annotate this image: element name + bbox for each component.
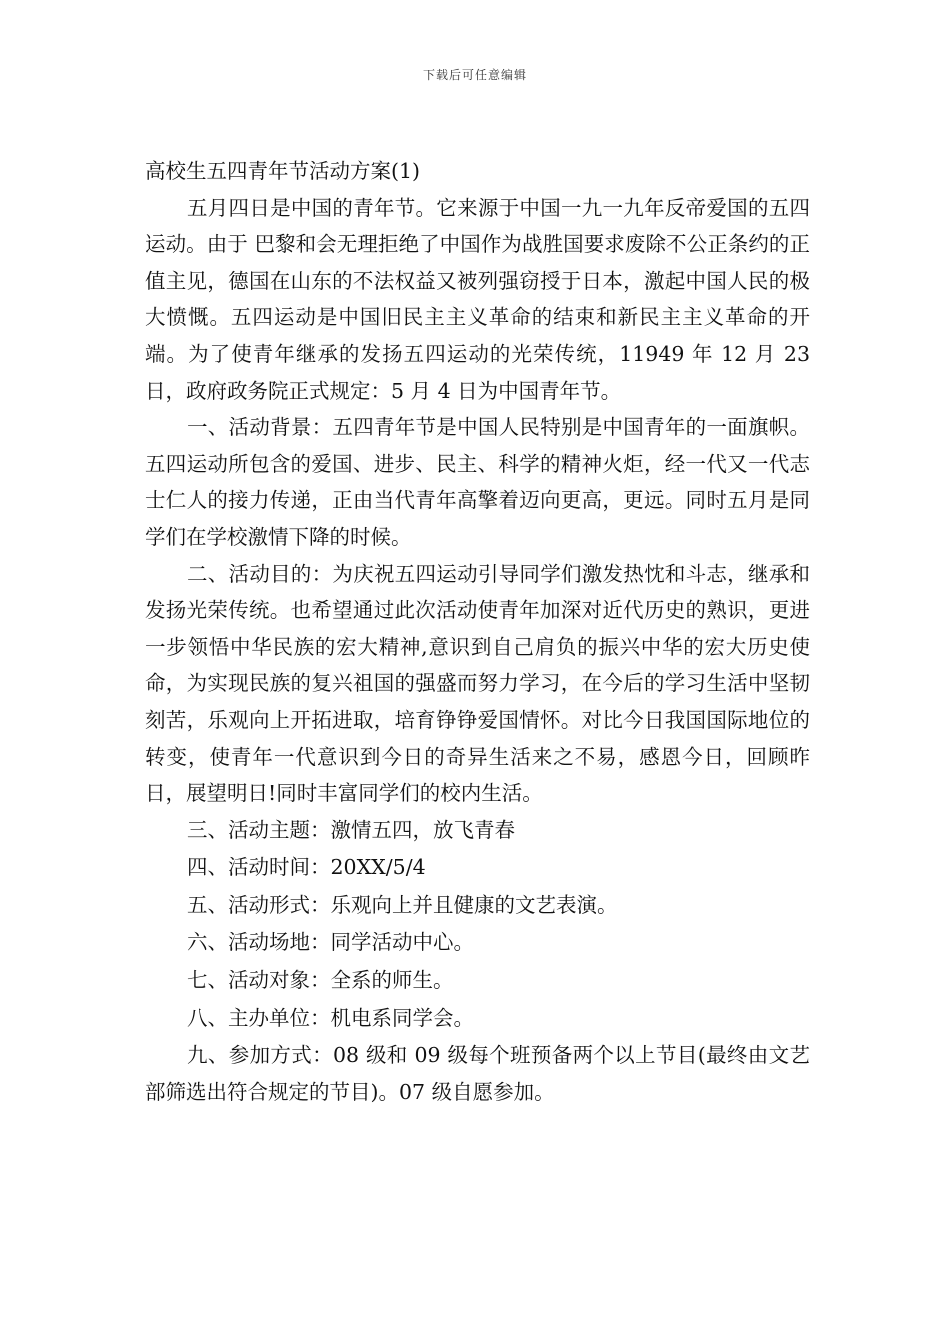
participation-paragraph: 九、参加方式：08 级和 09 级每个班预备两个以上节目(最终由文艺部筛选出符合规定的节目)。07 级自愿参加。 [145,1043,810,1104]
audience-line: 七、活动对象：全系的师生。 [187,968,454,993]
document-title: 高校生五四青年节活动方案(1) [145,159,421,183]
header-note: 下载后可任意编辑 [422,68,527,82]
background-paragraph: 一、活动背景：五四青年节是中国人民特别是中国青年的一面旗帜。五四运动所包含的爱国、进步、民主、科学的精神火炬，经一代又一代志士仁人的接力传递，正由当代青年高擎着迈向更高，更远。同时五月是同学们在学校激情下降的时候。 [145,415,810,549]
document-body [145,153,810,1110]
theme-line: 三、活动主题：激情五四，放飞青春 [187,817,515,842]
time-line: 四、活动时间：20XX/5/4 [187,855,426,880]
purpose-paragraph: 二、活动目的：为庆祝五四运动引导同学们激发热忱和斗志，继承和发扬光荣传统。也希望通过此次活动使青年加深对近代历史的熟识，更进一步领悟中华民族的宏大精神,意识到自己肩负的振兴中华的宏大历史使命，为实现民族的复兴祖国的强盛而努力学习，在今后的学习生活中坚韧刻苦，乐观向上开拓进取，培育铮铮爱国情怀。对比今日我国国际地位的转变，使青年一代意识到今日的奇异生活来之不易，感恩今日，回顾昨日，展望明日!同时丰富同学们的校内生活。 [145,561,810,806]
organizer-line: 八、主办单位：机电系同学会。 [187,1005,474,1030]
form-line: 五、活动形式：乐观向上并且健康的文艺表演。 [187,892,618,917]
intro-paragraph: 五月四日是中国的青年节。它来源于中国一九一九年反帝爱国的五四运动。由于 巴黎和会无理拒绝了中国作为战胜国要求废除不公正条约的正值主见，德国在山东的不法权益又被列强窃授于日本，激起中国人民的极大愤慨。五四运动是中国旧民主主义革命的结束和新民主主义革命的开端。为了使青年继承的发扬五四运动的光荣传统，11949 年 12 月 23 日，政府政务院正式规定：5 月 4 日为中国青年节。 [145,195,810,403]
venue-line: 六、活动场地：同学活动中心。 [187,930,474,955]
